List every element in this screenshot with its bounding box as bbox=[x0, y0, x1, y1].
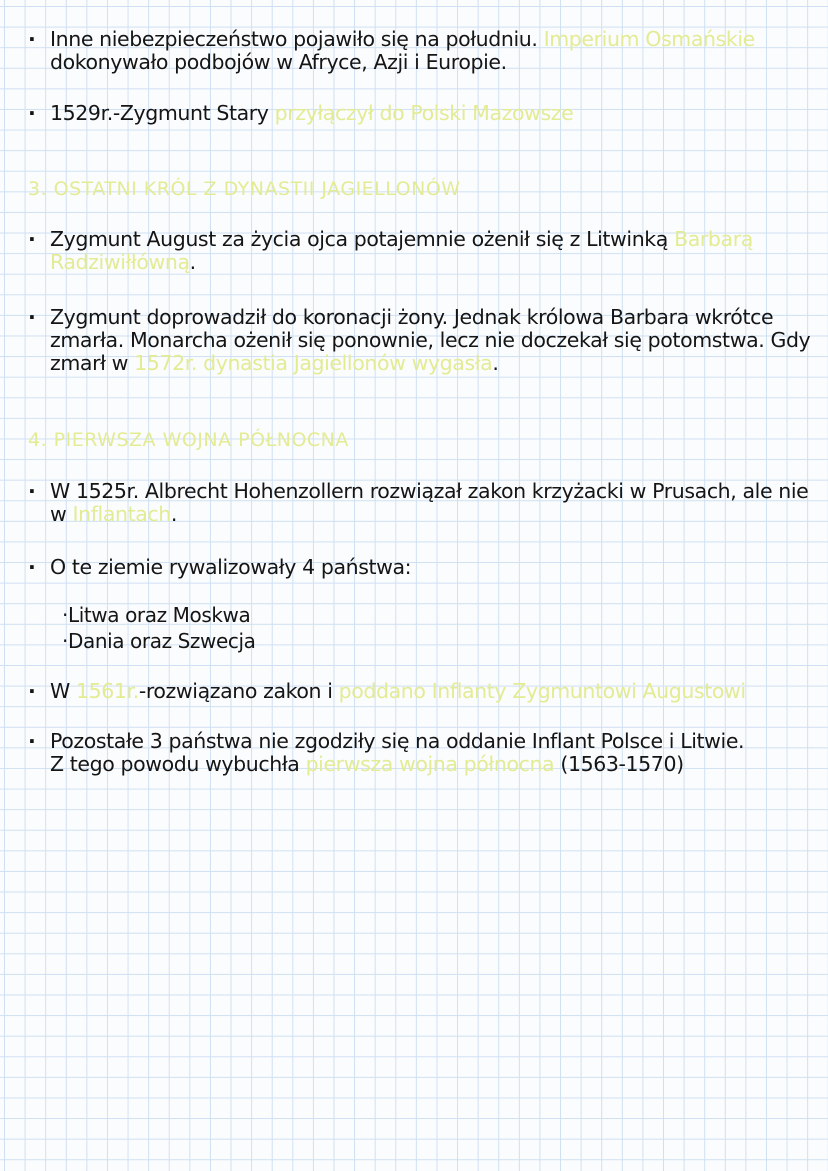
section-heading-4: 4. PIERWSZA WOJNA PÓŁNOCNA bbox=[28, 429, 349, 451]
highlighted-text: Imperium Osmańskie bbox=[543, 27, 755, 51]
paragraph-war bbox=[28, 730, 813, 776]
highlighted-text: pierwsza wojna północna bbox=[305, 752, 555, 776]
text: W bbox=[50, 679, 70, 703]
section-heading-3: 3. OSTATNI KRÓL Z DYNASTII JAGIELLONÓW bbox=[28, 178, 461, 200]
paragraph-albrecht bbox=[28, 480, 813, 526]
paragraph-1561 bbox=[28, 680, 813, 703]
text: . bbox=[170, 502, 177, 526]
bullet: · bbox=[28, 479, 36, 503]
bullet: · bbox=[28, 227, 36, 251]
text: 1529r.-Zygmunt Stary bbox=[50, 101, 269, 125]
highlighted-text: 1572r. dynastia Jagiellonów wygasła bbox=[134, 351, 493, 375]
text: . bbox=[492, 351, 499, 375]
bullet: · bbox=[28, 679, 36, 703]
text: . bbox=[189, 250, 196, 274]
bullet: · bbox=[28, 555, 36, 579]
sub-item: ·Litwa oraz Moskwa bbox=[62, 603, 251, 627]
paragraph-ottoman bbox=[28, 28, 813, 74]
paragraph-zygmunt-august bbox=[28, 228, 813, 274]
paragraph-rivalry bbox=[28, 556, 813, 579]
text: Inne niebezpieczeństwo pojawiło się na południu. bbox=[50, 27, 538, 51]
text: Zygmunt August za życia ojca potajemnie ożenił się z Litwinką bbox=[50, 227, 668, 251]
paragraph-barbara bbox=[28, 306, 813, 375]
text: Zygmunt doprowadził do koronacji żony. Jednak królowa Barbara wkrótce bbox=[50, 305, 774, 329]
text: zmarł w bbox=[50, 351, 129, 375]
bullet: · bbox=[28, 305, 36, 329]
text: zmarła. Monarcha ożenił się ponownie, lecz nie doczekał się potomstwa. Gdy bbox=[50, 328, 811, 352]
bullet: · bbox=[28, 101, 36, 125]
paragraph-mazowsze bbox=[28, 102, 813, 125]
highlighted-text: przyłączył do Polski Mazowsze bbox=[274, 101, 574, 125]
text: O te ziemie rywalizowały 4 państwa: bbox=[50, 555, 412, 579]
highlighted-text: Radziwiłłówną bbox=[50, 250, 190, 274]
highlighted-text: Inflantach bbox=[72, 502, 171, 526]
bullet: · bbox=[28, 729, 36, 753]
text: (1563-1570) bbox=[560, 752, 684, 776]
text: -rozwiązano zakon i bbox=[138, 679, 333, 703]
text: Z tego powodu wybuchła bbox=[50, 752, 300, 776]
sub-item: ·Dania oraz Szwecja bbox=[62, 629, 256, 653]
highlighted-text: Barbarą bbox=[674, 227, 753, 251]
highlighted-text: poddano Inflanty Zygmuntowi Augustowi bbox=[338, 679, 746, 703]
bullet: · bbox=[28, 27, 36, 51]
text: w bbox=[50, 502, 67, 526]
highlighted-text: 1561r. bbox=[76, 679, 139, 703]
text: Pozostałe 3 państwa nie zgodziły się na oddanie Inflant Polsce i Litwie. bbox=[50, 729, 745, 753]
text: W 1525r. Albrecht Hohenzollern rozwiązał zakon krzyżacki w Prusach, ale nie bbox=[50, 479, 809, 503]
text: dokonywało podbojów w Afryce, Azji i Europie. bbox=[50, 50, 507, 74]
